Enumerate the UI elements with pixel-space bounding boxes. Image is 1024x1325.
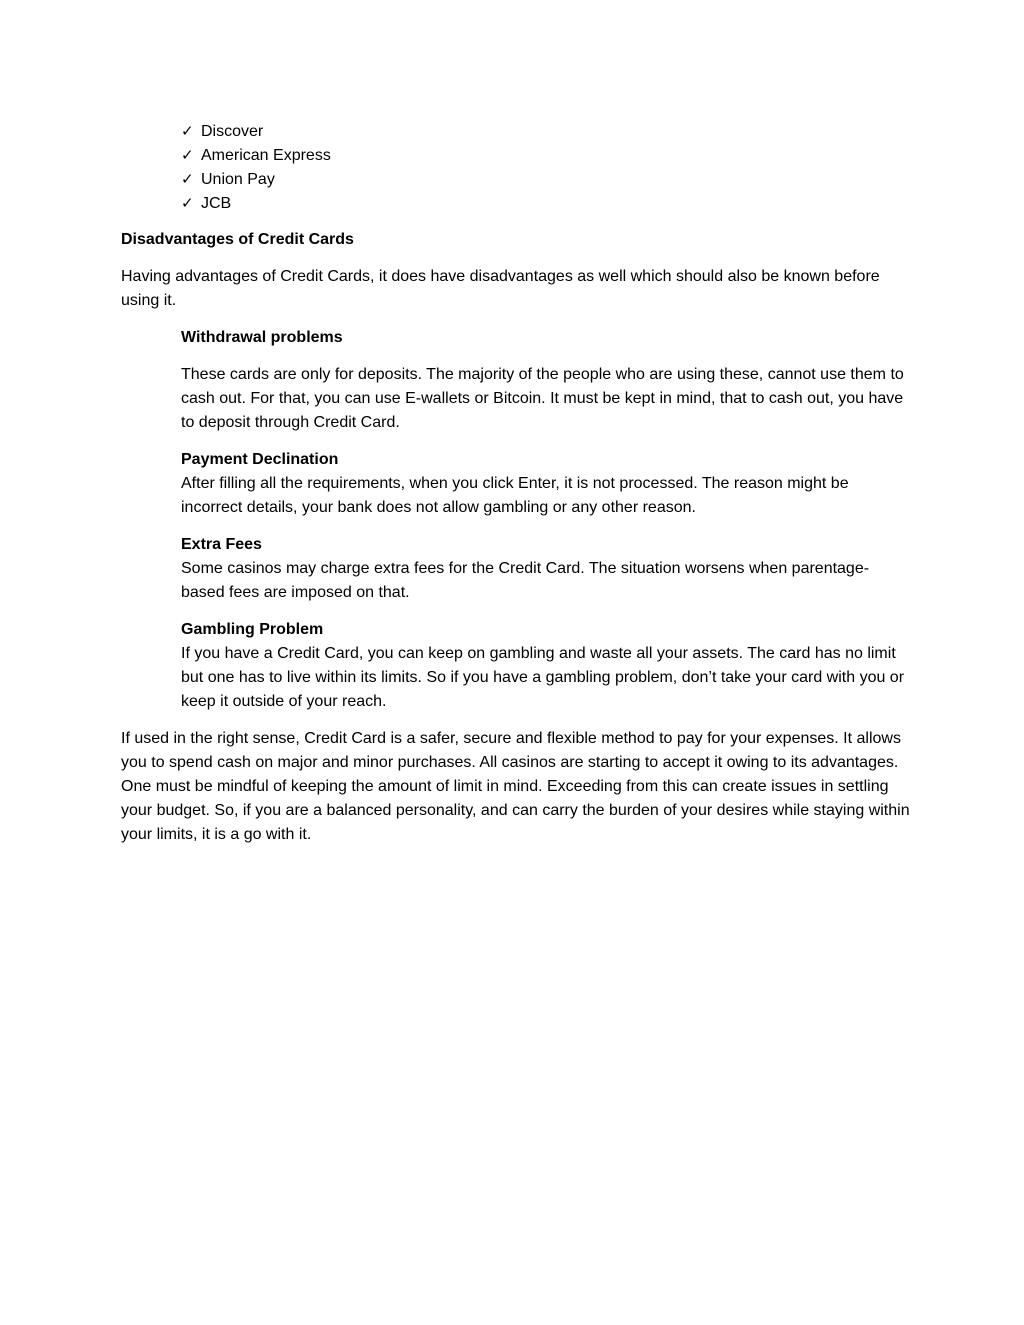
list-item	[181, 191, 911, 215]
list-item	[181, 119, 911, 143]
document-content	[121, 119, 911, 860]
checkmark-icon: ✓	[181, 122, 194, 140]
disadvantage-title: Extra Fees	[181, 536, 262, 553]
disadvantage-body: Some casinos may charge extra fees for the Credit Card. The situation worsens when parentage-based fees are imposed on that.	[181, 560, 870, 601]
disadvantage-title: Payment Declination	[181, 451, 339, 468]
list-item-label: JCB	[201, 195, 232, 212]
list-item-label: Discover	[201, 123, 264, 140]
list-item-label: American Express	[201, 147, 331, 164]
disadvantage-item	[181, 326, 911, 435]
list-item	[181, 143, 911, 167]
intro-paragraph: Having advantages of Credit Cards, it does have disadvantages as well which should also be known before using it.	[121, 268, 880, 309]
list-item-label: Union Pay	[201, 171, 275, 188]
conclusion-paragraph: If used in the right sense, Credit Card is a safer, secure and flexible method to pay for your expenses. It allows you to spend cash on major and minor purchases. All casinos are starting to accept it owing to its advantages. One must be mindful of keeping the amount of limit in mind. Exceeding from this can create issues in settling your budget. So, if you are a balanced personality, and can carry the burden of your desires while staying within your limits, it is a go with it.	[121, 730, 910, 843]
list-item	[181, 167, 911, 191]
disadvantage-item	[181, 618, 911, 714]
card-brand-checklist	[121, 119, 911, 215]
disadvantage-item	[181, 448, 911, 520]
checkmark-icon: ✓	[181, 170, 194, 188]
checkmark-icon: ✓	[181, 194, 194, 212]
disadvantage-body: These cards are only for deposits. The majority of the people who are using these, cannot use them to cash out. For that, you can use E-wallets or Bitcoin. It must be kept in mind, that to cash out, you have to deposit through Credit Card.	[181, 366, 904, 431]
disadvantage-title: Withdrawal problems	[181, 329, 343, 346]
disadvantage-body: After filling all the requirements, when you click Enter, it is not processed. The reason might be incorrect details, your bank does not allow gambling or any other reason.	[181, 475, 849, 516]
section-heading: Disadvantages of Credit Cards	[121, 231, 354, 248]
disadvantage-title: Gambling Problem	[181, 621, 324, 638]
disadvantage-body: If you have a Credit Card, you can keep on gambling and waste all your assets. The card has no limit but one has to live within its limits. So if you have a gambling problem, don’t take your card with you or keep it outside of your reach.	[181, 645, 905, 710]
disadvantage-item	[181, 533, 911, 605]
checkmark-icon: ✓	[181, 146, 194, 164]
